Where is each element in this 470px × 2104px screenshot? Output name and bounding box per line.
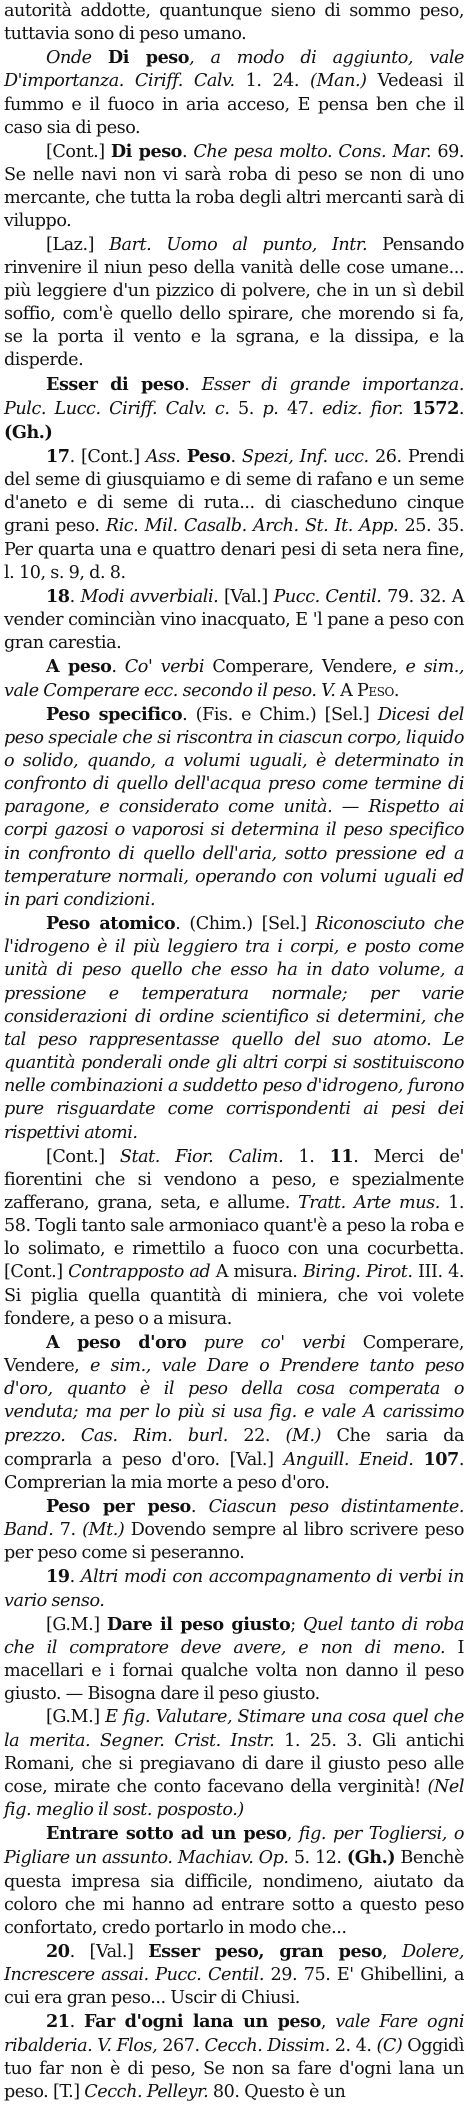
body-text: . (184, 374, 202, 395)
body-text: 2. 4. (334, 2035, 377, 2056)
body-text: . (393, 680, 400, 701)
body-text: 47. (286, 398, 323, 419)
body-text: 69. Se nelle navi non vi sarà roba di peso se non di uno mercante, che tutta la roba degli altri mercanti sarà di viluppo. (4, 141, 464, 232)
body-text: 1. 58. Togli tanto sale armoniaco quant'è a peso la roba e lo solimato, e rimettilo a fuoco con una cocurbetta. [Cont.] (4, 1192, 464, 1283)
italic-text: Spezi, Inf. ucc. (241, 446, 375, 467)
body-text: Comperare, Vendere, (212, 657, 406, 678)
entry-paragraph (4, 46, 464, 140)
entry-paragraph (4, 1706, 464, 1822)
entry-paragraph (4, 1565, 464, 1612)
italic-text: Bart. Uomo al punto, Intr. (109, 234, 383, 255)
headword: Peso per peso (46, 1496, 191, 1517)
headword: Di peso (110, 140, 182, 162)
italic-text: (Man.) (310, 71, 378, 92)
headword: Dare il peso giusto (106, 1613, 291, 1635)
body-text: 25. 35. Per quarta una e quattro denari pesi di seta nera fine, l. 10, s. 9, d. 8. (4, 516, 464, 583)
entry-paragraph (4, 1495, 464, 1565)
body-text: . (69, 586, 81, 607)
body-text: Dovendo sempre al libro scrivere peso per peso come si peseranno. (4, 1520, 464, 1564)
entry-paragraph (4, 1331, 464, 1495)
italic-text: Pucc. Centil. (273, 586, 388, 607)
italic-text: vale Fare ogni ribalderia. V. Flos, (4, 2012, 464, 2056)
italic-text: Quel tanto di roba che il compratore deve avere, e non di meno. (4, 1614, 464, 1658)
body-text: . (Fis. e Chim.) [Sel.] (182, 704, 378, 725)
entry-paragraph (4, 140, 464, 234)
body-text: Peso (357, 680, 394, 701)
italic-text: Tratt. Arte mus. (298, 1192, 449, 1213)
body-text: [Cont.] (46, 1146, 120, 1167)
italic-text: fig. per Togliersi, o Pigliare un assunto. Machiav. Op. (4, 1824, 464, 1869)
entry-paragraph (4, 234, 464, 373)
body-text: III. 4. Si piglia quella quantità di miniera, che voi volete fondere, a peso o a misura. (4, 1262, 464, 1329)
body-text: [Laz.] (46, 234, 110, 255)
body-text: 1. (298, 1146, 330, 1167)
italic-text: (C) (376, 2035, 408, 2056)
body-text: 26. Prendi del seme di giusquiamo e di seme di rafano e un seme d'aneto e di seme di ruta... di ciascheduno cinque grani peso. (4, 446, 465, 537)
body-text: Benchè questa impresa sia difficile, nondimeno, aiutato da coloro che mi hanno ad entrare sotto a questo peso confortato, credo portarlo in modo che... (4, 1848, 464, 1938)
italic-text: , a modo di aggiunto, vale D'importanza. Ciriff. Calv. (4, 48, 464, 92)
italic-text: Biring. Pirot. (302, 1262, 418, 1283)
italic-text: p. (262, 398, 287, 419)
italic-text: E fig. Valutare, Stimare una cosa quel che la merita. Segner. Crist. Instr. (4, 1707, 464, 1751)
entry-paragraph (4, 655, 464, 702)
body-text: A misura. (215, 1262, 303, 1283)
body-text: 5. (238, 398, 263, 419)
headword: Peso atomico (46, 913, 176, 935)
body-text: . [Cont.] (69, 446, 146, 467)
italic-text: Dolere, Increscere assai. Pucc. Centil. (4, 1941, 464, 1986)
body-text: 7. (59, 1520, 83, 1541)
italic-text: pure co' verbi (203, 1332, 363, 1353)
italic-text: e sim., vale Dare o Prendere tanto peso d'oro, quanto è il peso della cosa comperata o venduta; ma per lo più si usa fig. e vale A carissimo prezzo. Cas. Rim. burl. (4, 1356, 464, 1446)
body-text: . [Val.] (69, 1941, 149, 1962)
body-text: . (190, 1497, 209, 1517)
body-text: 29. 75. E' Ghibellini, a cui era gran peso... Uscir di Chiusi. (4, 1965, 464, 2009)
headword: 107 (423, 1448, 459, 1470)
italic-text: ediz. fior. (322, 398, 412, 419)
body-text: . (181, 141, 194, 162)
italic-text: Anguill. Eneid. (283, 1449, 424, 1470)
headword: 19 (46, 1566, 70, 1588)
entry-paragraph (4, 585, 464, 655)
body-text: Vedeasi il fummo e il fuoco in aria acceso, E pensa ben che il caso sia di peso. (4, 71, 464, 138)
entry-paragraph (4, 1822, 464, 1940)
italic-text: Ciascun peso distintamente. Band. (4, 1497, 464, 1541)
body-text: . (69, 1567, 81, 1588)
body-text: ; (290, 1614, 303, 1635)
headword: Esser peso, gran peso (148, 1940, 382, 1962)
italic-text: Che pesa molto. Cons. Mar. (193, 141, 438, 162)
body-text: 267. (162, 2035, 205, 2056)
italic-text: Riconosciuto che l'idrogeno è il più leggiero tra i corpi, e posto come unità di peso quello che esso ha in dato volume, a pressione e temperatura normale; per varie considerazioni di ordine scientifico si determini, che tal peso rappresentasse quello del suo atomo. Le quantità ponderali onde gli altri corpi si sostituiscono nelle combinazioni a suddetto peso d'idrogeno, furono pure risguardate come corrispondenti ai pesi dei rispettivi atomi. (4, 914, 464, 1143)
body-text: , (320, 2012, 336, 2033)
body-text: 1. 25. 3. Gli antichi Romani, che si pregiavano di dare il giusto peso alle cose, mirate che conto facevano della verginità! (4, 1730, 464, 1797)
entry-paragraph (4, 2010, 464, 2104)
body-text: . (111, 657, 125, 678)
body-text: 80. Questo è un (212, 2081, 346, 2102)
headword: A peso d'oro (46, 1331, 187, 1353)
entry-paragraph (4, 1940, 464, 2010)
body-text: Comperare, Vendere, (4, 1332, 464, 1377)
italic-text: Modi avverbiali. (80, 586, 224, 607)
body-text: 5. 12. (293, 1848, 347, 1869)
body-text: . Comprerian la mia morte a peso d'oro. (4, 1449, 464, 1493)
headword: 20 (46, 1940, 70, 1962)
italic-text: Onde (46, 48, 108, 69)
headword: 21 (46, 2011, 70, 2033)
italic-text: Altri modi con accompagnamento di verbi in vario senso. (4, 1567, 464, 1611)
body-text: , (286, 1824, 299, 1845)
italic-text: Stat. Fior. Calim. (119, 1146, 299, 1167)
body-text: A (340, 680, 357, 701)
body-text: . (230, 446, 242, 467)
italic-text: Contrapposto ad (68, 1262, 216, 1283)
italic-text: Ass. (145, 446, 187, 467)
body-text: Pensando rinvenire il niun peso della vanità delle cose umane... più leggiere d'un pizzico di polvere, che in un sì debil soffio, com'è quello dello spirare, che morendo si fa, se la porta il vento e la sgrana, e la dissipa, e la disperde. (4, 234, 464, 371)
headword: Esser di peso (46, 373, 185, 395)
body-text: Oggidì tuo far non è di peso, Se non sa fare d'ogni lana un peso. [T.] (4, 2035, 465, 2102)
headword: (Gh.) (346, 1847, 396, 1869)
body-text: autorità addotte, quantunque sieno di sommo peso, tuttavia sono di peso umano. (4, 1, 464, 45)
headword: 17 (46, 445, 70, 467)
headword: Peso (186, 445, 231, 467)
italic-text: (Mt.) (82, 1520, 131, 1541)
italic-text: (M.) (285, 1425, 337, 1446)
entry-paragraph (4, 912, 464, 1145)
headword: Entrare sotto ad un peso (46, 1823, 287, 1845)
body-text: . Merci de' fiorentini che si vendono a peso, e spezialmente zafferano, grana, seta, e allume. (4, 1146, 465, 1213)
headword: 1572 (411, 397, 459, 419)
body-text: [G.M.] (46, 1707, 106, 1728)
headword: 11 (329, 1145, 354, 1167)
italic-text: Dicesi del peso speciale che si riscontra in ciascun corpo, liquido o solido, quando, a volumi uguali, è determinato in confronto di quello dell'acqua preso come termine di paragone, e considerato come unità. — Rispetto ai corpi gazosi o vaporosi si determina il peso specifico in confronto di quello dell'aria, sotto pressione ed a temperature normali, operando con volumi uguali ed in pari condizioni. (4, 704, 464, 910)
body-text: , (382, 1941, 402, 1962)
italic-text: Cecch. Dissim. (204, 2035, 335, 2056)
entry-paragraph (4, 445, 464, 585)
body-text: Che saria da comprarla a peso d'oro. [Val.] (4, 1425, 464, 1470)
entry-paragraph (4, 0, 464, 46)
body-text: 22. (243, 1425, 286, 1446)
body-text: 1. 24. (245, 71, 311, 92)
entry-paragraph (4, 1613, 464, 1707)
italic-text: Co' verbi (124, 657, 213, 678)
body-text: . (458, 398, 465, 419)
headword: Peso specifico (46, 703, 183, 725)
headword: (Gh.) (4, 421, 53, 443)
body-text: . (69, 2012, 84, 2033)
italic-text: Esser di grande importanza. Pulc. Lucc. Ciriff. Calv. c. (4, 374, 464, 419)
entry-paragraph (4, 703, 464, 912)
headword: A peso (46, 656, 112, 678)
entry-paragraph (4, 373, 464, 445)
body-text: [G.M.] (46, 1614, 107, 1635)
headword: Di peso (107, 47, 190, 69)
italic-text: Cecch. Pelleyr. (84, 2081, 213, 2102)
headword: 18 (46, 585, 70, 607)
body-text: . (Chim.) [Sel.] (175, 914, 316, 935)
headword: Far d'ogni lana un peso (83, 2011, 321, 2033)
body-text: I macellari e i fornai qualche volta non danno il peso giusto. — Bisogna dare il peso giusto. (4, 1637, 464, 1705)
italic-text: e sim., vale Comperare ecc. secondo il peso. V. (4, 657, 464, 701)
body-text: 79. 32. A vender cominciàn vino inacquato, E 'l pane a peso con gran carestia. (4, 586, 464, 654)
italic-text: Ric. Mil. Casalb. Arch. St. It. App. (105, 516, 405, 537)
italic-text: (Nel fig. meglio il sost. posposto.) (4, 1776, 464, 1821)
body-text: [Cont.] (46, 141, 111, 162)
body-text: [Val.] (223, 586, 274, 607)
entry-paragraph (4, 1145, 464, 1331)
body-text (186, 1333, 203, 1353)
